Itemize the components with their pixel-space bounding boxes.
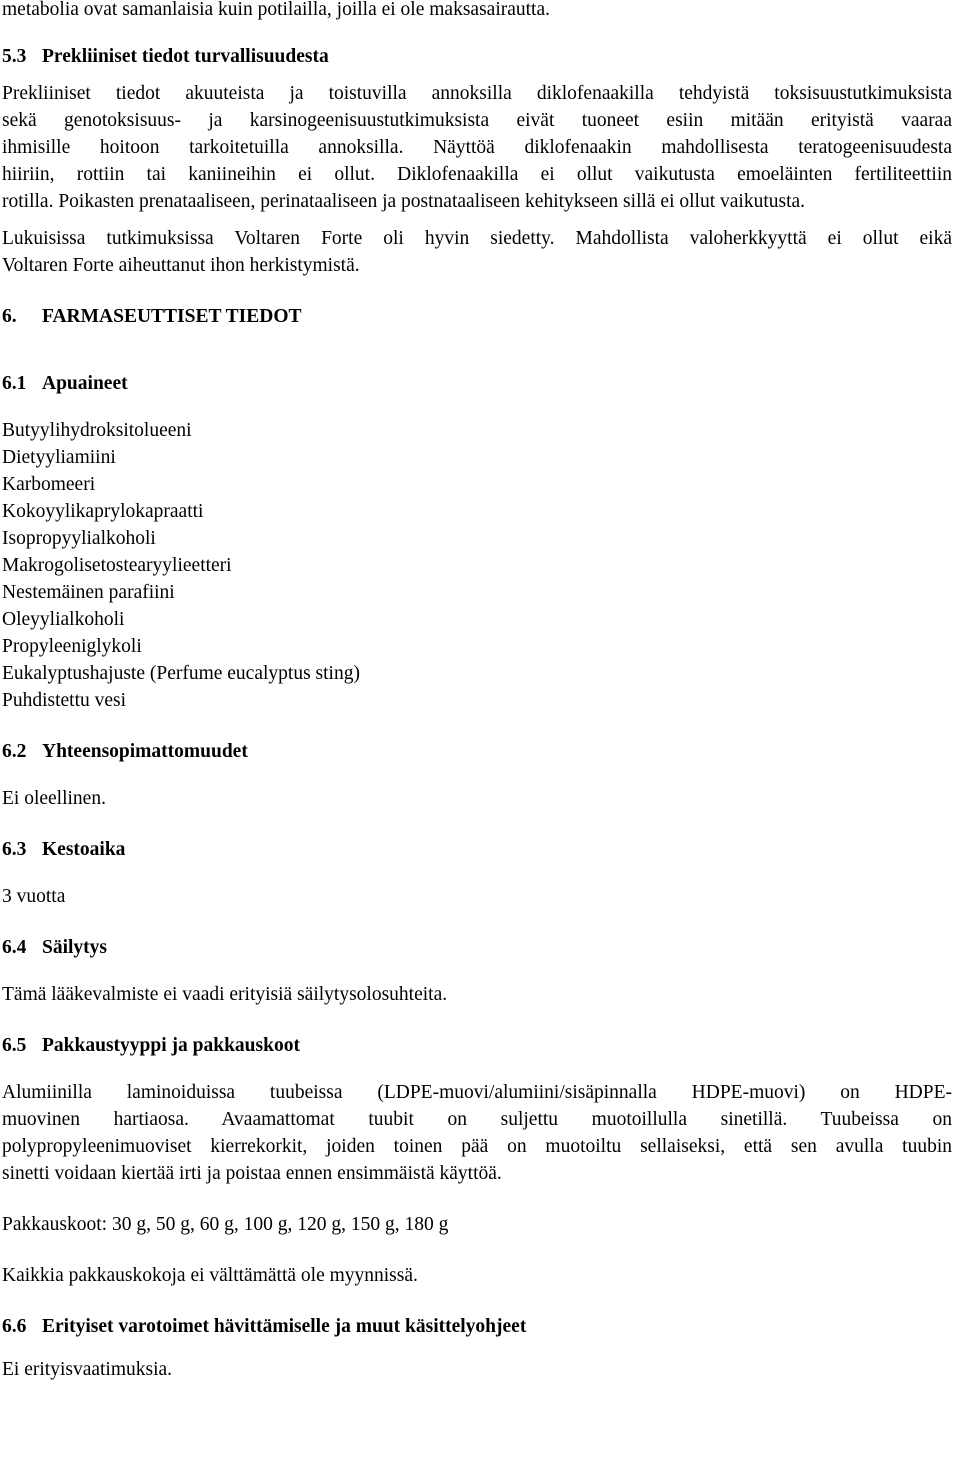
excipients-list bbox=[2, 417, 952, 714]
list-item: Karbomeeri bbox=[2, 474, 96, 495]
list-item: Isopropyylialkoholi bbox=[2, 528, 156, 549]
document-page bbox=[2, 0, 952, 1383]
list-item: Eukalyptushajuste (Perfume eucalyptus sting) bbox=[2, 663, 360, 684]
section-5-3-title: Prekliiniset tiedot turvallisuudesta bbox=[42, 46, 329, 67]
list-item: Puhdistettu vesi bbox=[2, 690, 127, 711]
paragraph-line: sinetti voidaan kiertää irti ja poistaa ennen ensimmäistä käyttöä. bbox=[2, 1163, 502, 1184]
section-6-1-title: Apuaineet bbox=[42, 373, 128, 394]
paragraph-line: Alumiinilla laminoiduissa tuubeissa (LDPE-muovi/alumiini/sisäpinnalla HDPE-muovi) on HDPE- bbox=[2, 1082, 952, 1103]
section-6-4-number: 6.4 bbox=[2, 937, 27, 958]
section-6-2-text: Ei oleellinen. bbox=[2, 788, 106, 809]
section-5-3-paragraph-1 bbox=[2, 80, 952, 215]
list-item: Butyylihydroksitolueeni bbox=[2, 420, 192, 441]
section-6-1-number: 6.1 bbox=[2, 373, 27, 394]
section-5-3-number: 5.3 bbox=[2, 46, 27, 67]
paragraph-line: hiiriin, rottiin tai kaniineihin ei ollut. Diklofenaakilla ei ollut vaikutusta emoeläinten fertiliteettiin bbox=[2, 164, 952, 185]
section-6-3-heading bbox=[2, 836, 952, 863]
section-6-title: FARMASEUTTISET TIEDOT bbox=[42, 306, 302, 327]
section-6-2-number: 6.2 bbox=[2, 741, 27, 762]
section-6-3-number: 6.3 bbox=[2, 839, 27, 860]
paragraph-line: Voltaren Forte aiheuttanut ihon herkistymistä. bbox=[2, 255, 360, 276]
section-6-2-title: Yhteensopimattomuudet bbox=[42, 741, 248, 762]
section-5-3-heading bbox=[2, 43, 952, 70]
section-5-3-paragraph-2 bbox=[2, 225, 952, 279]
section-6-3-text: 3 vuotta bbox=[2, 886, 66, 907]
list-item: Dietyyliamiini bbox=[2, 447, 116, 468]
package-sizes-text: Pakkauskoot: 30 g, 50 g, 60 g, 100 g, 120 g, 150 g, 180 g bbox=[2, 1214, 449, 1235]
section-6-5-heading bbox=[2, 1032, 952, 1059]
paragraph-line: Prekliiniset tiedot akuuteista ja toistuvilla annoksilla diklofenaakilla tehdyistä toksisuustutkimuksista bbox=[2, 83, 952, 104]
paragraph-line: polypropyleenimuoviset kierrekorkit, joiden toinen pää on muotoiltu sellaiseksi, että sen avulla tuubin bbox=[2, 1136, 952, 1157]
section-6-4-text: Tämä lääkevalmiste ei vaadi erityisiä säilytysolosuhteita. bbox=[2, 984, 448, 1005]
section-6-number: 6. bbox=[2, 306, 17, 327]
section-6-3-title: Kestoaika bbox=[42, 839, 126, 860]
list-item: Makrogolisetostearyylieetteri bbox=[2, 555, 232, 576]
section-6-5-number: 6.5 bbox=[2, 1035, 27, 1056]
section-6-2-heading bbox=[2, 738, 952, 765]
section-6-6-text: Ei erityisvaatimuksia. bbox=[2, 1359, 173, 1380]
section-6-4-title: Säilytys bbox=[42, 937, 108, 958]
section-6-heading bbox=[2, 303, 952, 330]
list-item: Oleyylialkoholi bbox=[2, 609, 125, 630]
paragraph-line: ihmisille hoitoon tarkoitetuilla annoksilla. Näyttöä diklofenaakin mahdollisesta teratogeenisuudesta bbox=[2, 137, 952, 158]
list-item: Nestemäinen parafiini bbox=[2, 582, 175, 603]
package-availability-text: Kaikkia pakkauskokoja ei välttämättä ole myynnissä. bbox=[2, 1265, 418, 1286]
section-6-6-title: Erityiset varotoimet hävittämiselle ja muut käsittelyohjeet bbox=[42, 1316, 527, 1337]
list-item: Propyleeniglykoli bbox=[2, 636, 142, 657]
section-6-6-number: 6.6 bbox=[2, 1316, 27, 1337]
section-6-1-heading bbox=[2, 370, 952, 397]
paragraph-line: rotilla. Poikasten prenataaliseen, perinataaliseen ja postnataaliseen kehitykseen sillä ei ollut vaikutusta. bbox=[2, 191, 806, 212]
intro-tail-text: metabolia ovat samanlaisia kuin potilailla, joilla ei ole maksasairautta. bbox=[2, 0, 550, 20]
section-6-6-heading bbox=[2, 1313, 952, 1340]
paragraph-line: muovinen hartiaosa. Avaamattomat tuubit on suljettu muotoillulla sinetillä. Tuubeissa on bbox=[2, 1109, 952, 1130]
paragraph-line: sekä genotoksisuus- ja karsinogeenisuustutkimuksista eivät tuoneet esiin mitään erityistä vaaraa bbox=[2, 110, 952, 131]
paragraph-line: Lukuisissa tutkimuksissa Voltaren Forte oli hyvin siedetty. Mahdollista valoherkkyyttä ei ollut eikä bbox=[2, 228, 952, 249]
section-6-5-title: Pakkaustyyppi ja pakkauskoot bbox=[42, 1035, 300, 1056]
list-item: Kokoyylikaprylokapraatti bbox=[2, 501, 204, 522]
section-6-4-heading bbox=[2, 934, 952, 961]
section-6-5-paragraph-1 bbox=[2, 1079, 952, 1187]
